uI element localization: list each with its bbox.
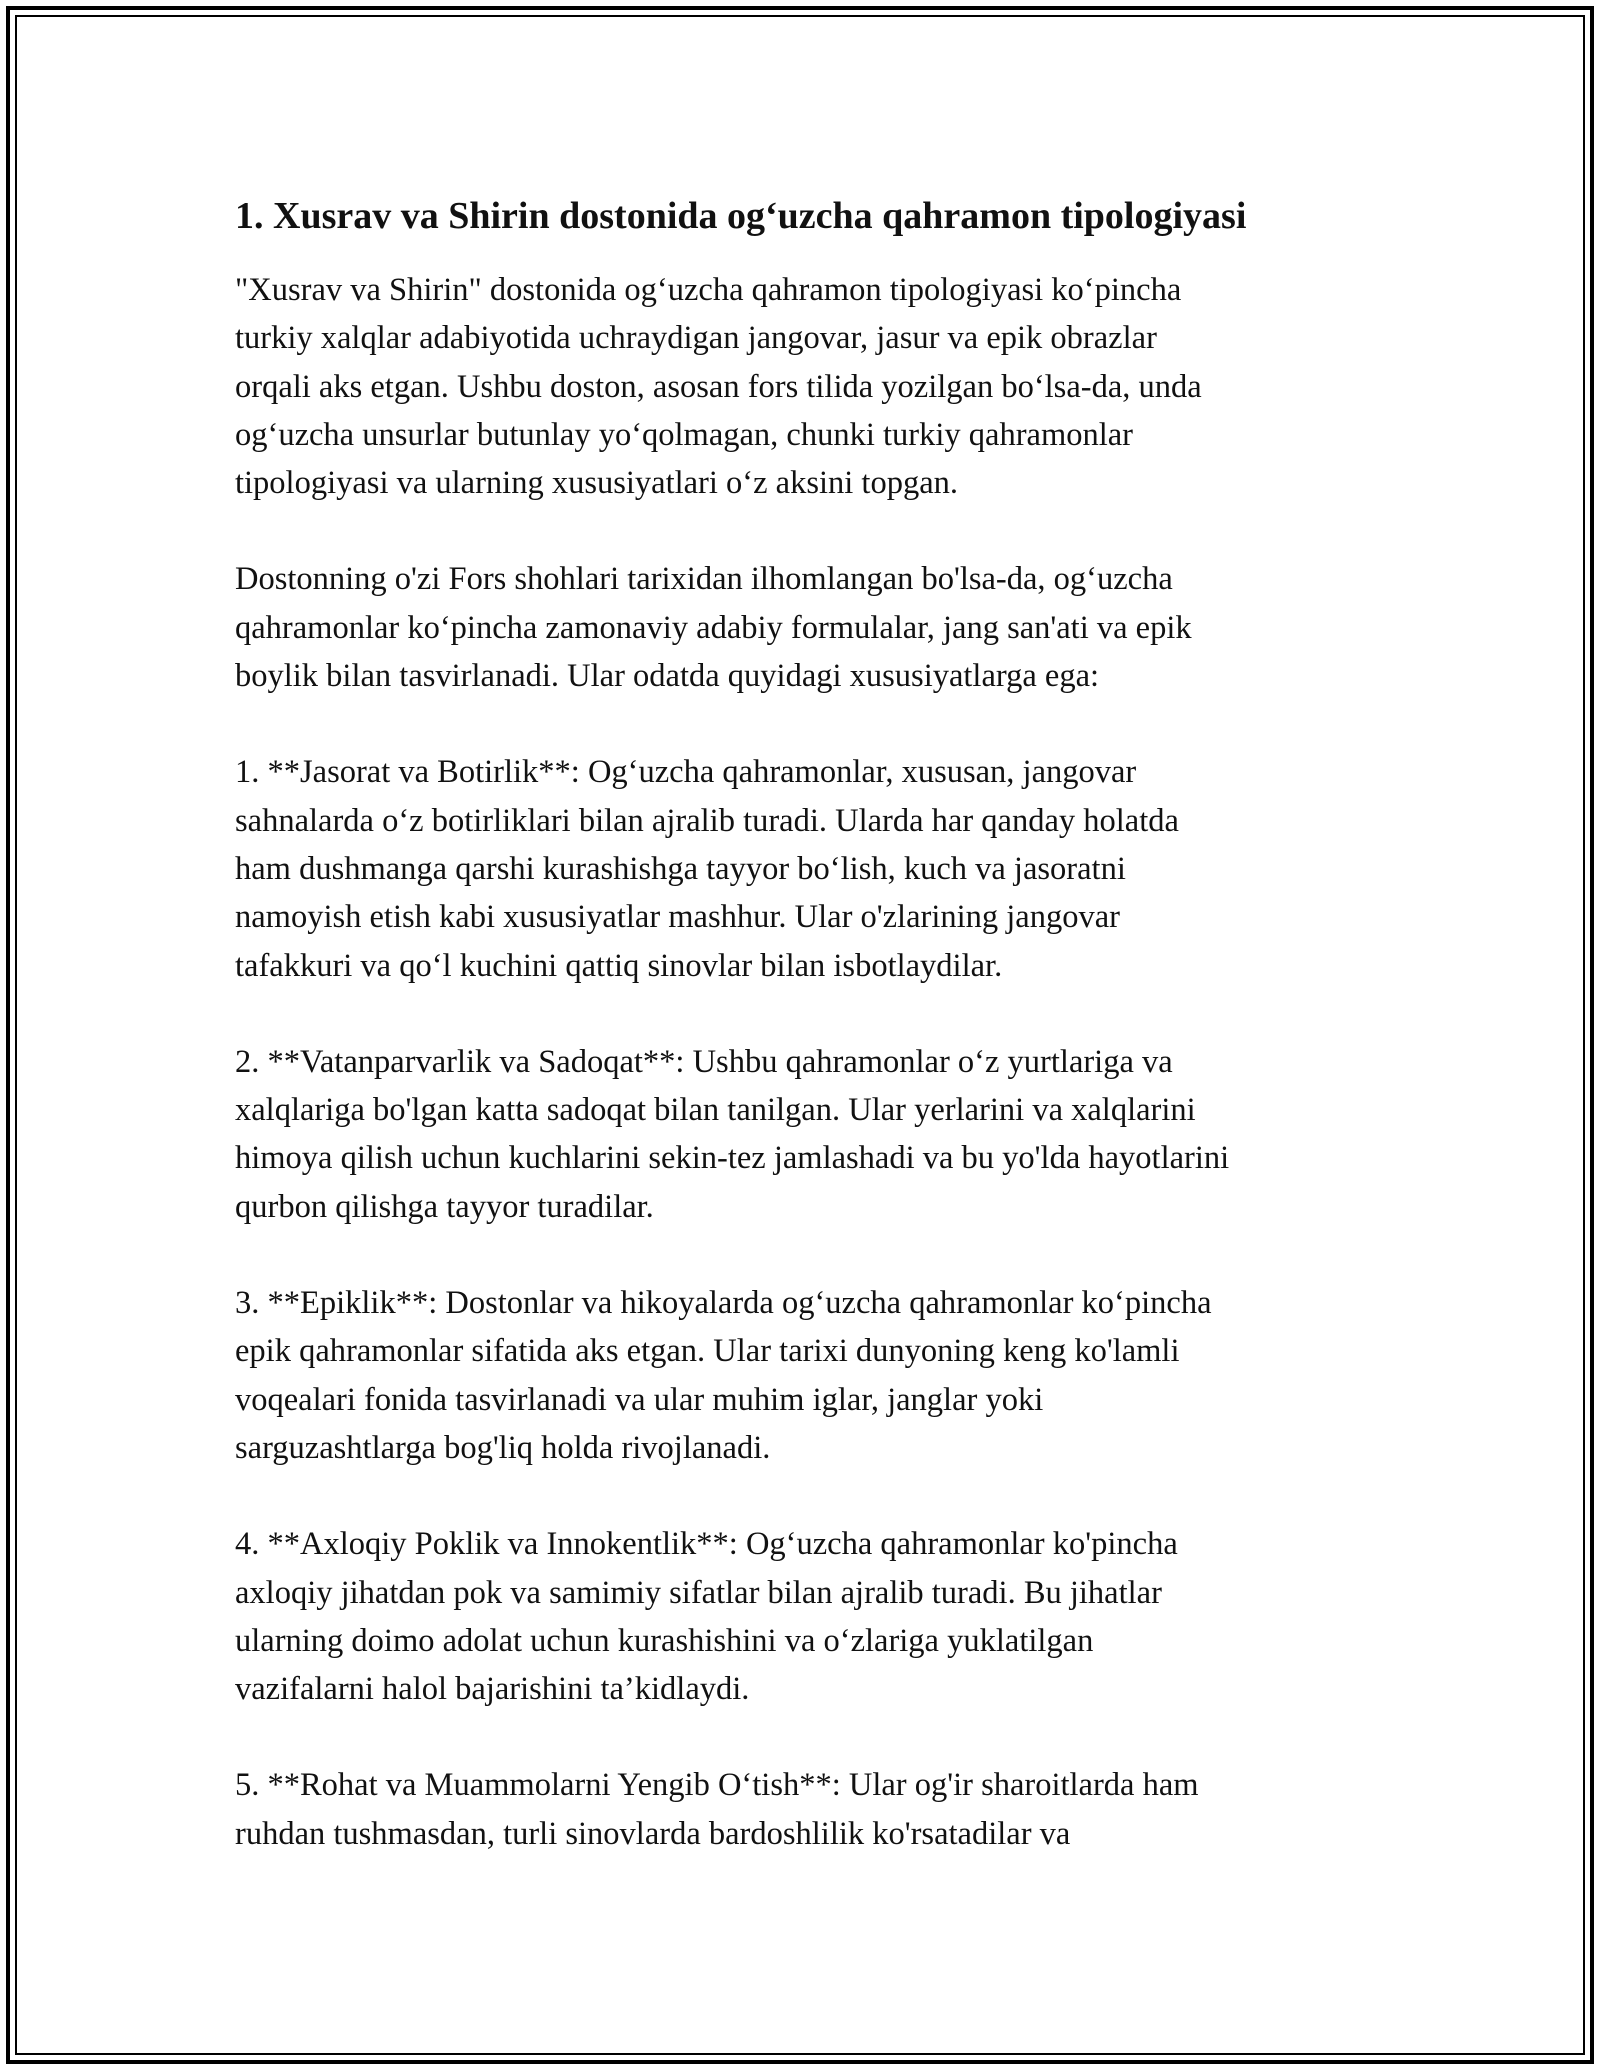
document-body xyxy=(235,188,1365,1906)
paragraph-point-1: 1. **Jasorat va Botirlik**: Og‘uzcha qahramonlar, xususan, jangovar sahnalarda o‘z botirliklari bilan ajralib turadi. Ularda har qanday holatda ham dushmanga qarshi kurashishga tayyor bo‘lish, kuch va jasoratni namoyish etish kabi xususiyatlar mashhur. Ular o'zlarining jangovar tafakkuri va qo‘l kuchini qattiq sinovlar bilan isbotlaydilar. xyxy=(235,754,1179,984)
paragraph-overview: Dostonning o'zi Fors shohlari tarixidan ilhomlangan bo'lsa-da, og‘uzcha qahramonlar ko‘pincha zamonaviy adabiy formulalar, jang san'ati va epik boylik bilan tasvirlanadi. Ular odatda quyidagi xususiyatlarga ega: xyxy=(235,561,1192,695)
paragraph-point-3: 3. **Epiklik**: Dostonlar va hikoyalarda og‘uzcha qahramonlar ko‘pincha epik qahramonlar sifatida aks etgan. Ular tarixi dunyoning keng ko'lamli voqealari fonida tasvirlanadi va ular muhim iglar, janglar yoki sarguzashtlarga bog'liq holda rivojlanadi. xyxy=(235,1285,1212,1466)
paragraph-point-4: 4. **Axloqiy Poklik va Innokentlik**: Og‘uzcha qahramonlar ko'pincha axloqiy jihatdan pok va samimiy sifatlar bilan ajralib turadi. Bu jihatlar ularning doimo adolat uchun kurashishini va o‘zlariga yuklatilgan vazifalarni halol bajarishini ta’kidlaydi. xyxy=(235,1526,1178,1708)
paragraph-point-2: 2. **Vatanparvarlik va Sadoqat**: Ushbu qahramonlar o‘z yurtlariga va xalqlariga bo'lgan katta sadoqat bilan tanilgan. Ular yerlarini va xalqlarini himoya qilish uchun kuchlarini sekin-tez jamlashadi va bu yo'lda hayotlarini qurbon qilishga tayyor turadilar. xyxy=(235,1043,1230,1225)
paragraph-intro: "Xusrav va Shirin" dostonida og‘uzcha qahramon tipologiyasi ko‘pincha turkiy xalqlar adabiyotida uchraydigan jangovar, jasur va epik obrazlar orqali aks etgan. Ushbu doston, asosan fors tilida yozilgan bo‘lsa-da, unda og‘uzcha unsurlar butunlay yo‘qolmagan, chunki turkiy qahramonlar tipologiyasi va ularning xususiyatlari o‘z aksini topgan. xyxy=(235,272,1202,502)
page-title: 1. Xusrav va Shirin dostonida og‘uzcha qahramon tipologiyasi xyxy=(235,195,1247,237)
paragraph-point-5: 5. **Rohat va Muammolarni Yengib O‘tish**: Ular og'ir sharoitlarda ham ruhdan tushmasdan, turli sinovlarda bardoshlilik ko'rsatadilar va xyxy=(235,1767,1199,1852)
